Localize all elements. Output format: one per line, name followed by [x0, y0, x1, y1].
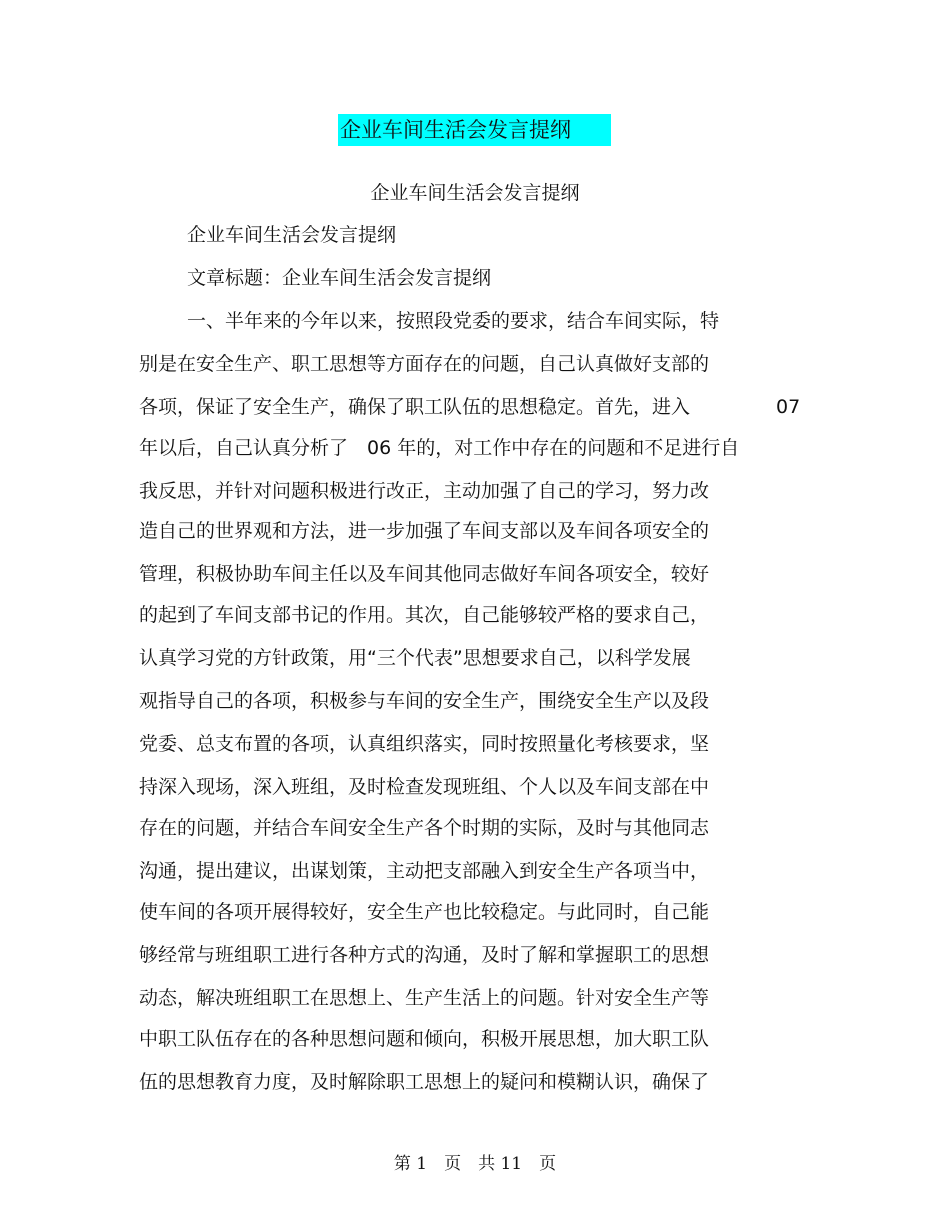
- body-line: 造自己的世界观和方法，进一步加强了车间支部以及车间各项安全的: [139, 520, 710, 542]
- body-line: 持深入现场，深入班组，及时检查发现班组、个人以及车间支部在中: [139, 776, 710, 798]
- body-line: 动态，解决班组职工在思想上、生产生活上的问题。针对安全生产等: [139, 987, 710, 1009]
- heading-line: 企业车间生活会发言提纲: [187, 224, 397, 246]
- body-line: 管理，积极协助车间主任以及车间其他同志做好车间各项安全，较好: [139, 563, 710, 585]
- body-line: 中职工队伍存在的各种思想问题和倾向，积极开展思想，加大职工队: [139, 1028, 710, 1050]
- body-line: 存在的问题，并结合车间安全生产各个时期的实际，及时与其他同志: [139, 817, 710, 839]
- body-line: 使车间的各项开展得较好，安全生产也比较稳定。与此同时，自己能: [139, 901, 710, 923]
- article-title-line: 文章标题：企业车间生活会发言提纲: [187, 267, 492, 289]
- body-line: 伍的思想教育力度，及时解除职工思想上的疑问和模糊认识，确保了: [139, 1071, 710, 1093]
- body-line: 各项，保证了安全生产，确保了职工队伍的思想稳定。首先，进入: [139, 396, 691, 418]
- body-line: 年以后，自己认真分析了 06 年的，对工作中存在的问题和不足进行自: [139, 437, 740, 459]
- body-line: 够经常与班组职工进行各种方式的沟通，及时了解和掌握职工的思想: [139, 944, 710, 966]
- page-footer: 第 1 页 共 11 页: [393, 1154, 557, 1174]
- body-line: 认真学习党的方针政策，用“三个代表”思想要求自己，以科学发展: [139, 647, 691, 669]
- body-line: 我反思，并针对问题积极进行改正，主动加强了自己的学习，努力改: [139, 480, 710, 502]
- body-line: 党委、总支布置的各项，认真组织落实，同时按照量化考核要求，坚: [139, 733, 710, 755]
- body-line: 观指导自己的各项，积极参与车间的安全生产，围绕安全生产以及段: [139, 690, 710, 712]
- highlighted-title: 企业车间生活会发言提纲: [338, 114, 611, 146]
- body-line: 别是在安全生产、职工思想等方面存在的问题，自己认真做好支部的: [139, 353, 710, 375]
- document-subtitle: 企业车间生活会发言提纲: [370, 182, 580, 204]
- body-line: 沟通，提出建议，出谋划策，主动把支部融入到安全生产各项当中，: [139, 860, 710, 882]
- body-line: 的起到了车间支部书记的作用。其次，自己能够较严格的要求自己，: [139, 604, 710, 626]
- body-line-trailing-number: 07: [776, 396, 801, 418]
- body-line: 一、半年来的今年以来，按照段党委的要求，结合车间实际，特: [187, 310, 720, 332]
